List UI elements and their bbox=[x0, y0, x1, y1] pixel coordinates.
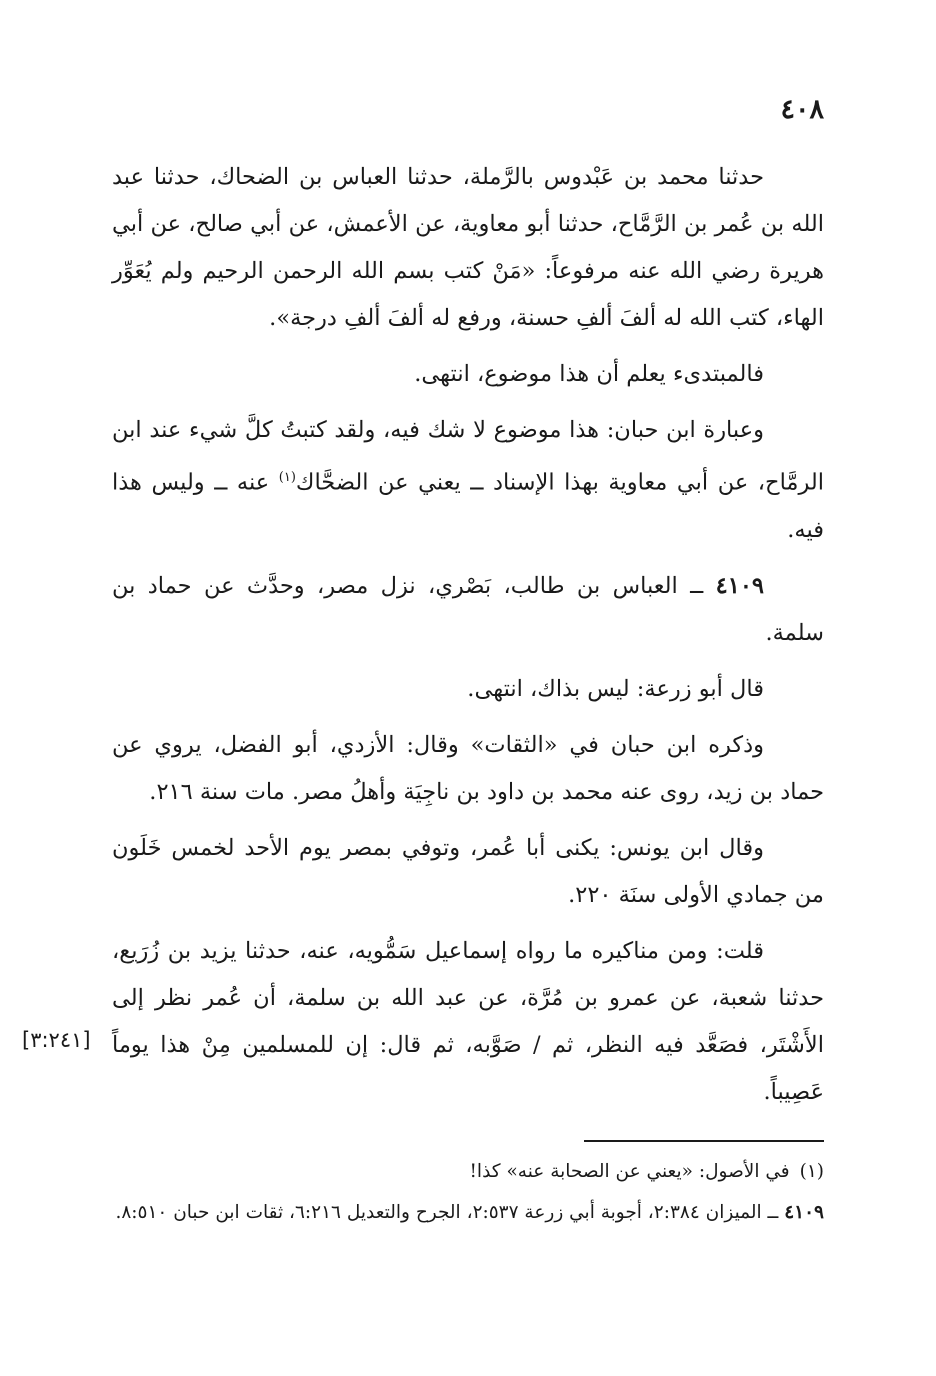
paragraph-ibn-hibban bbox=[112, 407, 824, 554]
paragraph-hadith: حدثنا محمد بن عَبْدوس بالرَّملة، حدثنا العباس بن الضحاك، حدثنا عبد الله بن عُمر بن الرَّمَّاح، حدثنا أبو معاوية، عن الأعمش، عن أبي صالح، عن أبي هريرة رضي الله عنه مرفوعاً: «مَنْ كتب بسم الله الرحمن الرحيم ولم يُعَوِّر الهاء، كتب الله له ألفَ ألفِ حسنة، ورفع له ألفَ ألفِ درجة». bbox=[112, 164, 824, 331]
footnote-ref[interactable]: (١) bbox=[278, 470, 296, 485]
paragraph-abu-zura: قال أبو زرعة: ليس بذاك، انتهى. bbox=[467, 675, 764, 702]
entry-number: ٤١٠٩ bbox=[715, 572, 764, 599]
paragraph-ibn-yunus: وقال ابن يونس: يكنى أبا عُمر، وتوفي بمصر يوم الأحد لخمس خَلَون من جمادي الأولى سنَة ٢٢٠. bbox=[112, 834, 824, 908]
margin-reference: [٣:٢٤١] bbox=[22, 1028, 91, 1052]
page-number: ٤٠٨ bbox=[780, 94, 824, 125]
footnote-sources-text: ــ الميزان ٢:٣٨٤، أجوبة أبي زرعة ٢:٥٣٧، الجرح والتعديل ٦:٢١٦، ثقات ابن حبان ٨:٥١٠. bbox=[115, 1202, 785, 1223]
main-text bbox=[112, 154, 824, 1125]
paragraph-ibn-hibban-tail: عنه ــ وليس هذا فيه. bbox=[112, 469, 824, 543]
paragraph-ibn-hibban-text: وعبارة ابن حبان: هذا موضوع لا شك فيه، ولقد كتبتُ كلَّ شيء عند ابن الرمَّاح، عن أبي معاوية بهذا الإسناد ــ يعني عن الضحَّاك bbox=[112, 417, 825, 496]
footnote-divider bbox=[584, 1140, 824, 1142]
paragraph-manakir: قلت: ومن مناكيره ما رواه إسماعيل سَمُّويه، عنه، حدثنا يزيد بن زُرَيع، حدثنا شعبة، عن عمرو بن مُرَّة، عن عبد الله بن سلمة، أن عُمر نظر إلى الأَشْتَر، فصَعَّد فيه النظر، ثم / صَوَّبه، ثم قال: إن للمسلمين مِنْ هذا يوماً عَصِيباً. bbox=[112, 937, 824, 1105]
entry-4109 bbox=[112, 563, 824, 657]
footnote-marker: (١) bbox=[799, 1161, 824, 1182]
paragraph-mawdu: فالمبتدىء يعلم أن هذا موضوع، انتهى. bbox=[414, 361, 764, 387]
paragraph-thiqat: وذكره ابن حبان في «الثقات» وقال: الأزدي، أبو الفضل، يروي عن حماد بن زيد، روى عنه محمد بن داود بن ناجِيَة وأهلُ مصر. مات سنة ٢١٦. bbox=[112, 731, 824, 805]
footnote-1 bbox=[96, 1152, 824, 1191]
footnote-entry-number: ٤١٠٩ bbox=[784, 1202, 824, 1223]
footnote-text: في الأصول: «يعني عن الصحابة عنه» كذا! bbox=[469, 1161, 790, 1182]
footnotes bbox=[96, 1152, 824, 1234]
entry-text: ــ العباس بن طالب، بَصْري، نزل مصر، وحدَّث عن حماد بن سلمة. bbox=[112, 572, 824, 646]
footnote-sources bbox=[96, 1193, 824, 1232]
